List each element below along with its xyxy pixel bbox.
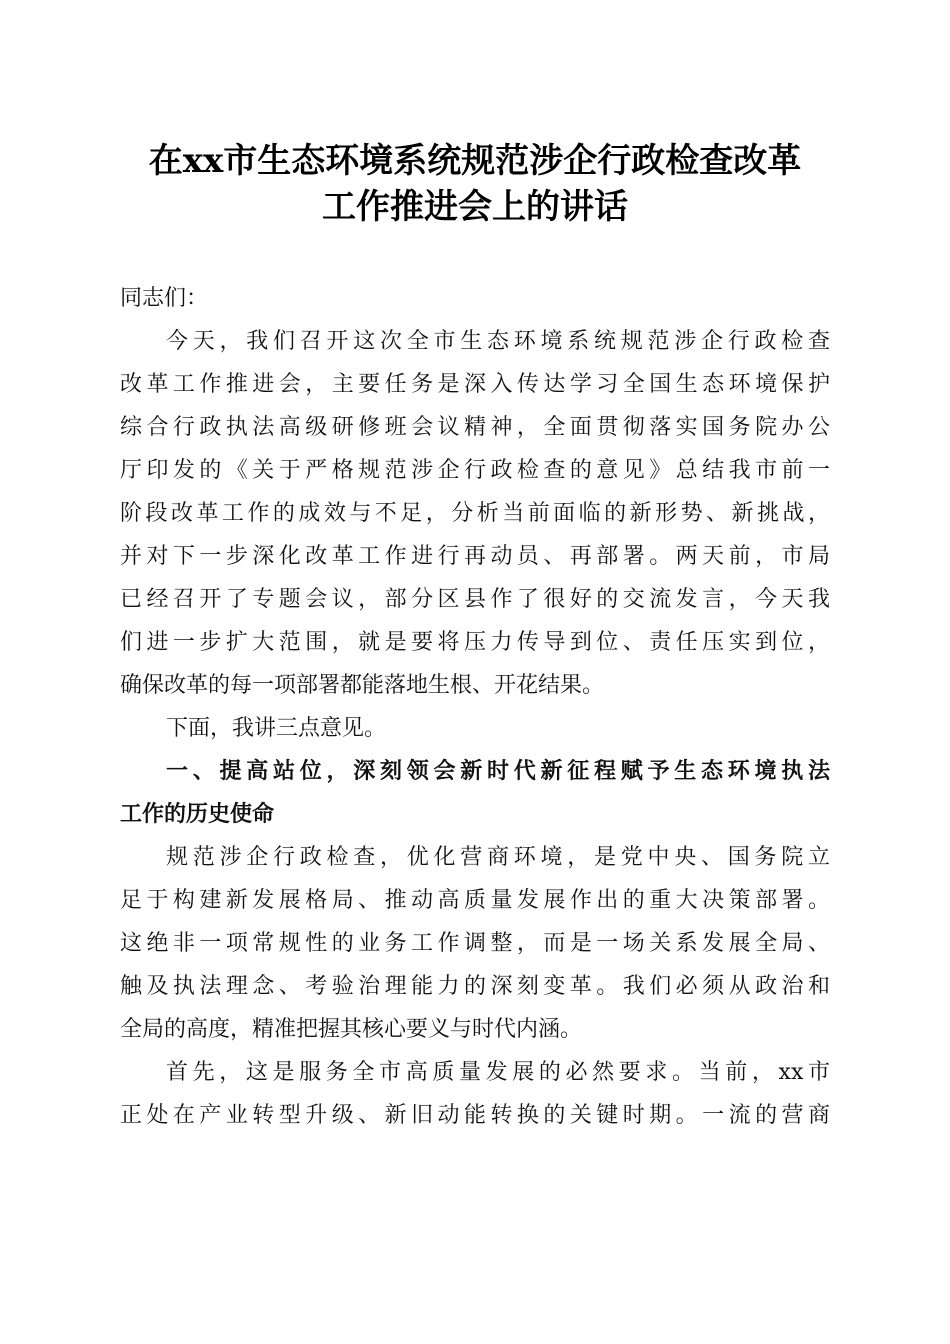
document-title-line-2: 工作推进会上的讲话 (322, 187, 628, 227)
document-title-line-1: 在xx市生态环境系统规范涉企行政检查改革 (148, 141, 802, 181)
paragraph-4-line: 正处在产业转型升级、新旧动能转换的关键时期。一流的营商 (120, 1103, 830, 1128)
paragraph-3-line: 全局的高度，精准把握其核心要义与时代内涵。 (120, 1017, 583, 1042)
paragraph-1-line: 改革工作推进会，主要任务是深入传达学习全国生态环境保护 (120, 372, 830, 397)
salutation: 同志们： (120, 286, 209, 311)
paragraph-1-line: 阶段改革工作的成效与不足，分析当前面临的新形势、新挑战， (120, 501, 830, 526)
section-heading-1-line: 工作的历史使命 (120, 802, 275, 827)
paragraph-3-line: 触及执法理念、考验治理能力的深刻变革。我们必须从政治和 (120, 974, 830, 999)
paragraph-1-line: 今天，我们召开这次全市生态环境系统规范涉企行政检查 (166, 329, 830, 354)
paragraph-3-line: 这绝非一项常规性的业务工作调整，而是一场关系发展全局、 (120, 931, 830, 956)
paragraph-1-line: 综合行政执法高级研修班会议精神，全面贯彻落实国务院办公 (120, 415, 830, 440)
paragraph-3-line: 足于构建新发展格局、推动高质量发展作出的重大决策部署。 (120, 888, 830, 913)
paragraph-2-line: 下面，我讲三点意见。 (166, 716, 387, 741)
paragraph-1-line: 们进一步扩大范围，就是要将压力传导到位、责任压实到位， (120, 630, 830, 655)
paragraph-1-line: 已经召开了专题会议，部分区县作了很好的交流发言，今天我 (120, 587, 830, 612)
section-heading-1-line: 一、提高站位，深刻领会新时代新征程赋予生态环境执法 (166, 759, 830, 784)
paragraph-1-line: 厅印发的《关于严格规范涉企行政检查的意见》总结我市前一 (120, 458, 830, 483)
paragraph-4-line: 首先，这是服务全市高质量发展的必然要求。当前，xx市 (166, 1060, 830, 1085)
paragraph-1-line: 并对下一步深化改革工作进行再动员、再部署。两天前，市局 (120, 544, 830, 569)
paragraph-3-line: 规范涉企行政检查，优化营商环境，是党中央、国务院立 (166, 845, 830, 870)
paragraph-1-line: 确保改革的每一项部署都能落地生根、开花结果。 (120, 673, 605, 698)
